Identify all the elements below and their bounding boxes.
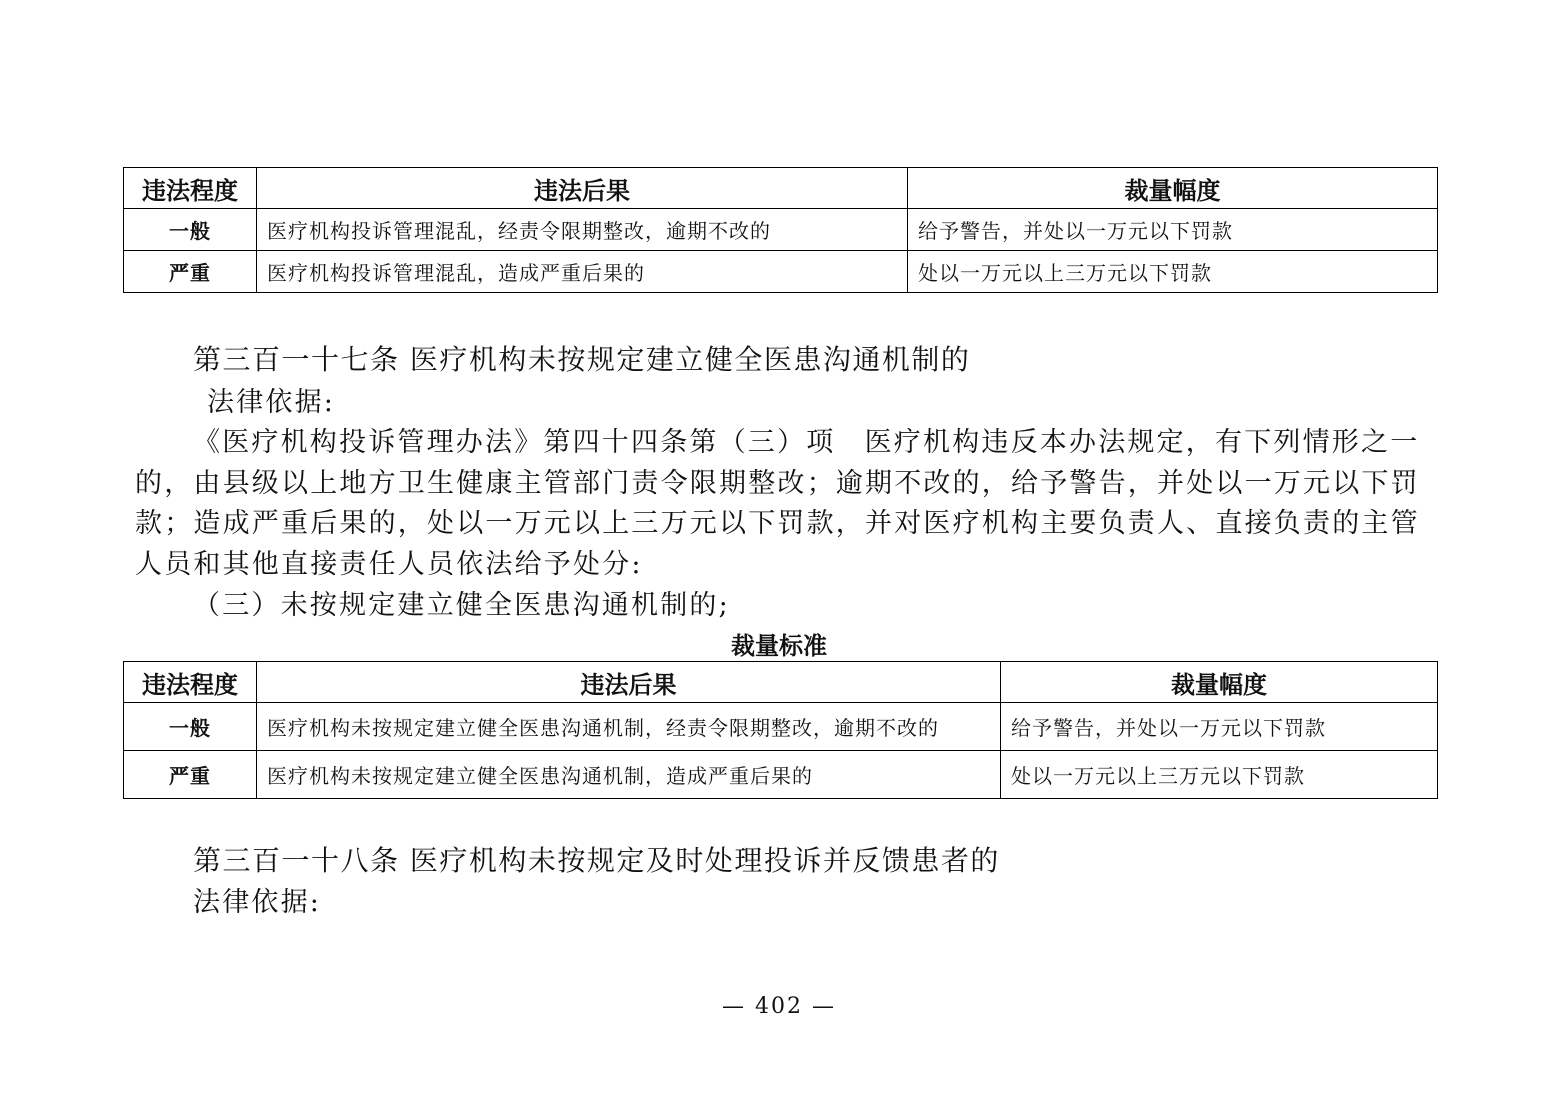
consequence-cell: 医疗机构未按规定建立健全医患沟通机制，造成严重后果的 xyxy=(257,751,1001,799)
legal-basis-label: 法律依据: xyxy=(193,887,322,918)
paragraph-line: 款；造成严重后果的，处以一万元以上三万元以下罚款，并对医疗机构主要负责人、直接负责的主管 xyxy=(135,508,1420,539)
header-range: 裁量幅度 xyxy=(908,168,1438,209)
degree-cell: 严重 xyxy=(124,251,257,293)
header-range: 裁量幅度 xyxy=(1001,662,1438,703)
paragraph-line: 人员和其他直接责任人员依法给予处分: xyxy=(135,549,643,580)
paragraph-line: 《医疗机构投诉管理办法》第四十四条第（三）项 医疗机构违反本办法规定，有下列情形之一 xyxy=(193,427,1420,458)
consequence-cell: 医疗机构投诉管理混乱，造成严重后果的 xyxy=(257,251,908,293)
table-header-row xyxy=(124,168,1438,209)
table-row xyxy=(124,703,1438,751)
article-318-heading: 第三百一十八条 医疗机构未按规定及时处理投诉并反馈患者的 xyxy=(193,844,1000,877)
header-consequence: 违法后果 xyxy=(257,662,1001,703)
table-header-row xyxy=(124,662,1438,703)
table-row xyxy=(124,751,1438,799)
table-row xyxy=(124,209,1438,251)
header-consequence: 违法后果 xyxy=(257,168,908,209)
degree-cell: 一般 xyxy=(124,703,257,751)
legal-basis-label: 法律依据: xyxy=(207,387,336,418)
discretion-table-2 xyxy=(123,661,1438,799)
list-item: （三）未按规定建立健全医患沟通机制的; xyxy=(193,590,730,621)
range-cell: 处以一万元以上三万元以下罚款 xyxy=(908,251,1438,293)
consequence-cell: 医疗机构未按规定建立健全医患沟通机制，经责令限期整改，逾期不改的 xyxy=(257,703,1001,751)
article-317-heading: 第三百一十七条 医疗机构未按规定建立健全医患沟通机制的 xyxy=(193,343,971,376)
degree-cell: 严重 xyxy=(124,751,257,799)
page-number: — 402 — xyxy=(722,994,836,1019)
consequence-cell: 医疗机构投诉管理混乱，经责令限期整改，逾期不改的 xyxy=(257,209,908,251)
header-degree: 违法程度 xyxy=(124,662,257,703)
range-cell: 给予警告，并处以一万元以下罚款 xyxy=(908,209,1438,251)
range-cell: 给予警告，并处以一万元以下罚款 xyxy=(1001,703,1438,751)
degree-cell: 一般 xyxy=(124,209,257,251)
discretion-table-1 xyxy=(123,167,1438,293)
header-degree: 违法程度 xyxy=(124,168,257,209)
range-cell: 处以一万元以上三万元以下罚款 xyxy=(1001,751,1438,799)
paragraph-line: 的，由县级以上地方卫生健康主管部门责令限期整改；逾期不改的，给予警告，并处以一万元以下罚 xyxy=(135,468,1420,499)
table-caption: 裁量标准 xyxy=(731,632,827,660)
table-row xyxy=(124,251,1438,293)
